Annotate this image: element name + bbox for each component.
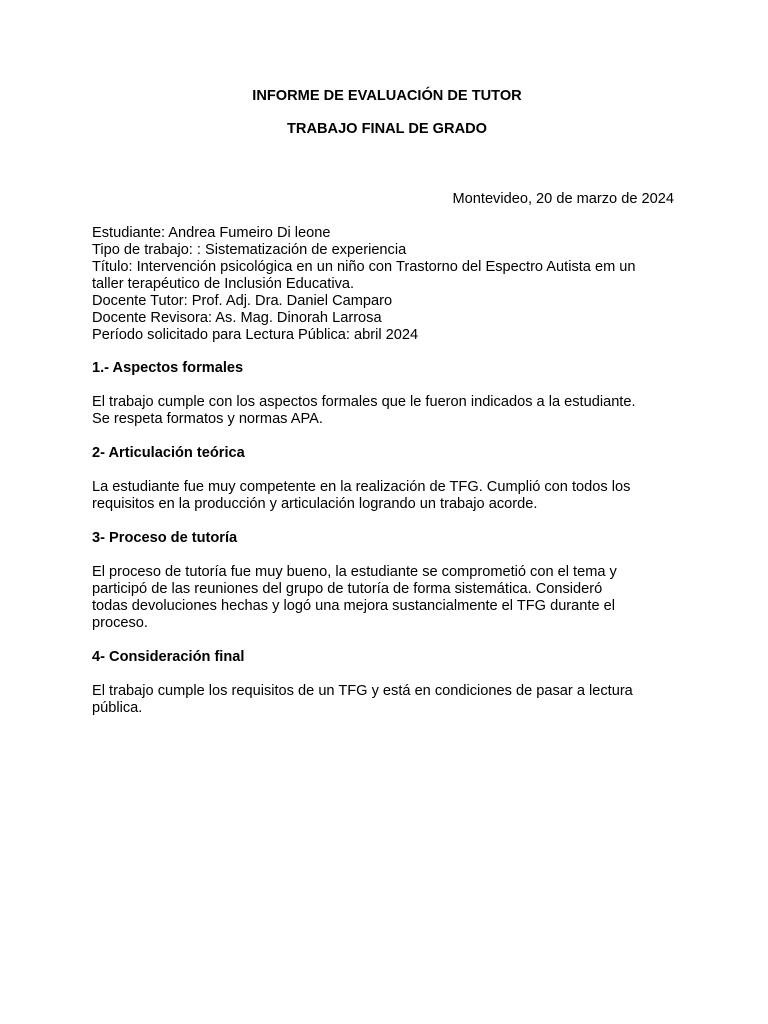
reviewer-line: Docente Revisora: As. Mag. Dinorah Larrosa: [92, 310, 382, 326]
paragraph-line: El proceso de tutoría fue muy bueno, la estudiante se comprometió con el tema y: [92, 564, 617, 580]
paragraph-line: La estudiante fue muy competente en la realización de TFG. Cumplió con todos los: [92, 479, 631, 495]
paragraph-line: Se respeta formatos y normas APA.: [92, 411, 323, 427]
section-heading-formal-aspects: 1.- Aspectos formales: [92, 360, 244, 376]
work-title-line-2: taller terapéutico de Inclusión Educativa.: [92, 276, 355, 292]
paragraph-line: El trabajo cumple los requisitos de un TFG y está en condiciones de pasar a lectura: [92, 683, 633, 699]
section-body-theoretical-articulation: [92, 479, 682, 513]
section-heading-theoretical-articulation: 2- Articulación teórica: [92, 445, 245, 461]
paragraph-line: requisitos en la producción y articulación logrando un trabajo acorde.: [92, 496, 538, 512]
work-title-line-1: Título: Intervención psicológica en un niño con Trastorno del Espectro Autista em un: [92, 259, 636, 275]
tutor-line: Docente Tutor: Prof. Adj. Dra. Daniel Camparo: [92, 293, 393, 309]
section-body-final-consideration: [92, 683, 682, 717]
paragraph-line: participó de las reuniones del grupo de tutoría de forma sistemática. Consideró: [92, 581, 603, 597]
paragraph-line: todas devoluciones hechas y logó una mejora sustancialmente el TFG durante el: [92, 598, 615, 614]
section-heading-final-consideration: 4- Consideración final: [92, 649, 245, 665]
document-page: [92, 86, 682, 717]
paragraph-line: proceso.: [92, 615, 148, 631]
student-line: Estudiante: Andrea Fumeiro Di leone: [92, 225, 331, 241]
work-type-line: Tipo de trabajo: : Sistematización de experiencia: [92, 242, 407, 258]
document-title: INFORME DE EVALUACIÓN DE TUTOR: [252, 88, 522, 104]
meta-block: [92, 225, 682, 344]
date-line: Montevideo, 20 de marzo de 2024: [452, 191, 674, 207]
paragraph-line: pública.: [92, 700, 143, 716]
section-body-formal-aspects: [92, 394, 682, 428]
document-subtitle: TRABAJO FINAL DE GRADO: [287, 121, 487, 137]
period-line: Período solicitado para Lectura Pública: abril 2024: [92, 327, 419, 343]
section-heading-tutoring-process: 3- Proceso de tutoría: [92, 530, 238, 546]
section-body-tutoring-process: [92, 564, 682, 632]
paragraph-line: El trabajo cumple con los aspectos formales que le fueron indicados a la estudiante.: [92, 394, 636, 410]
